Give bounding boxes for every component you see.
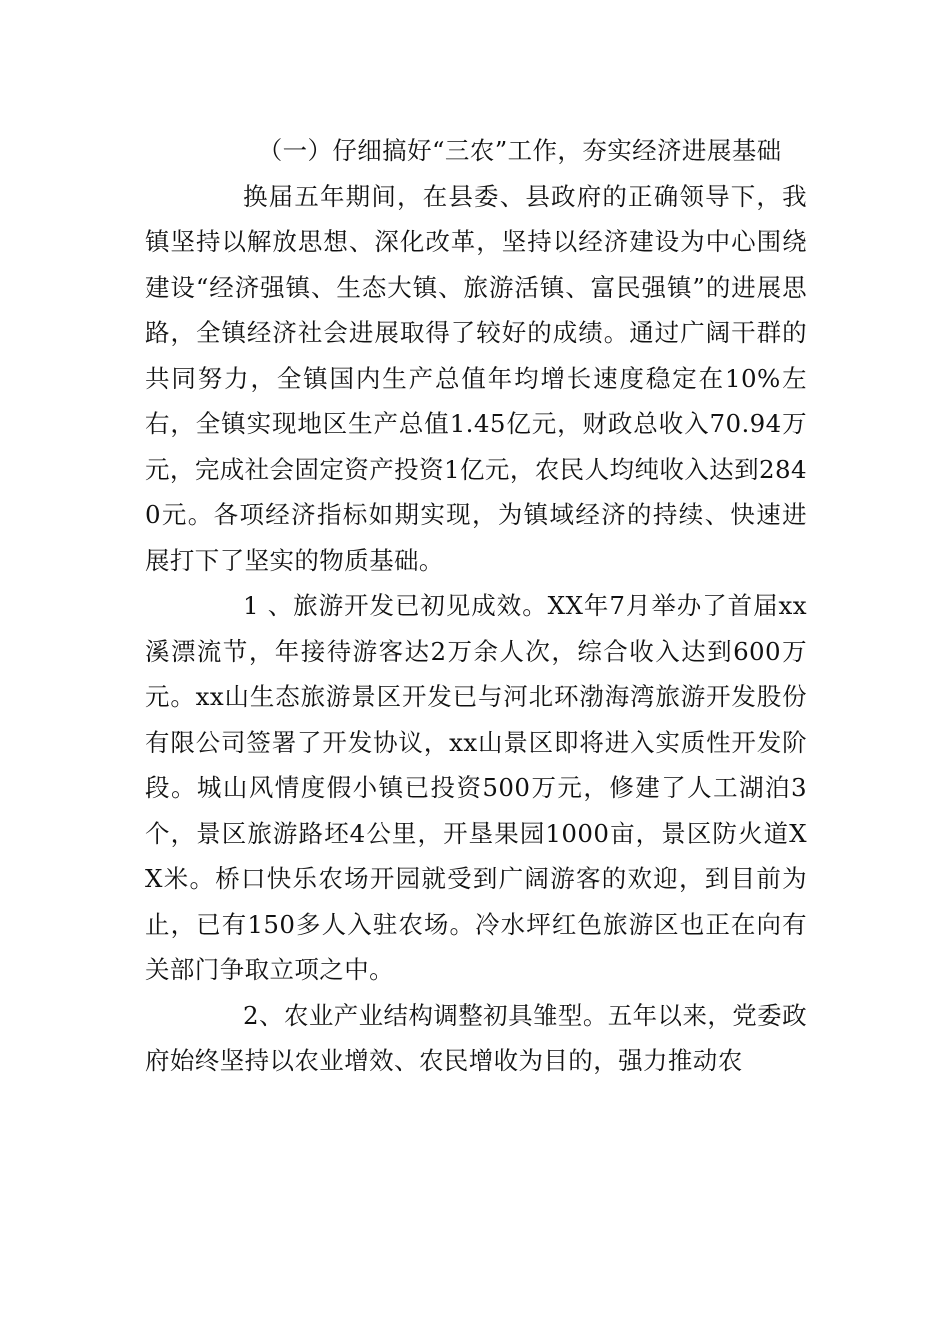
section-heading: （一）仔细搞好“三农”工作，夯实经济进展基础 — [257, 136, 782, 165]
paragraph-agriculture: 2、农业产业结构调整初具雏型。五年以来，党委政府始终坚持以农业增效、农民增收为目的，强力推动农 — [145, 1000, 807, 1075]
paragraph-tourism: 1 、旅游开发已初见成效。XX年7月举办了首届xx溪漂流节，年接待游客达2万余人次，综合收入达到600万元。xx山生态旅游景区开发已与河北环渤海湾旅游开发股份有限公司签署了开发协议，xx山景区即将进入实质性开发阶段。城山风情度假小镇已投资500万元，修建了人工湖泊3个，景区旅游路坯4公里，开垦果园1000亩，景区防火道XX米。桥口快乐农场开园就受到广阔游客的欢迎，到目前为止，已有150多人入驻农场。冷水坪红色旅游区也正在向有关部门争取立项之中。 — [145, 591, 807, 984]
paragraph-overview: 换届五年期间，在县委、县政府的正确领导下，我镇坚持以解放思想、深化改革，坚持以经济建设为中心围绕建设“经济强镇、生态大镇、旅游活镇、富民强镇”的进展思路，全镇经济社会进展取得了较好的成绩。通过广阔干群的共同努力，全镇国内生产总值年均增长速度稳定在10%左右，全镇实现地区生产总值1.45亿元，财政总收入70.94万元，完成社会固定资产投资1亿元，农民人均纯收入达到2840元。各项经济指标如期实现，为镇域经济的持续、快速进展打下了坚实的物质基础。 — [145, 181, 807, 575]
document-body — [145, 128, 807, 1084]
